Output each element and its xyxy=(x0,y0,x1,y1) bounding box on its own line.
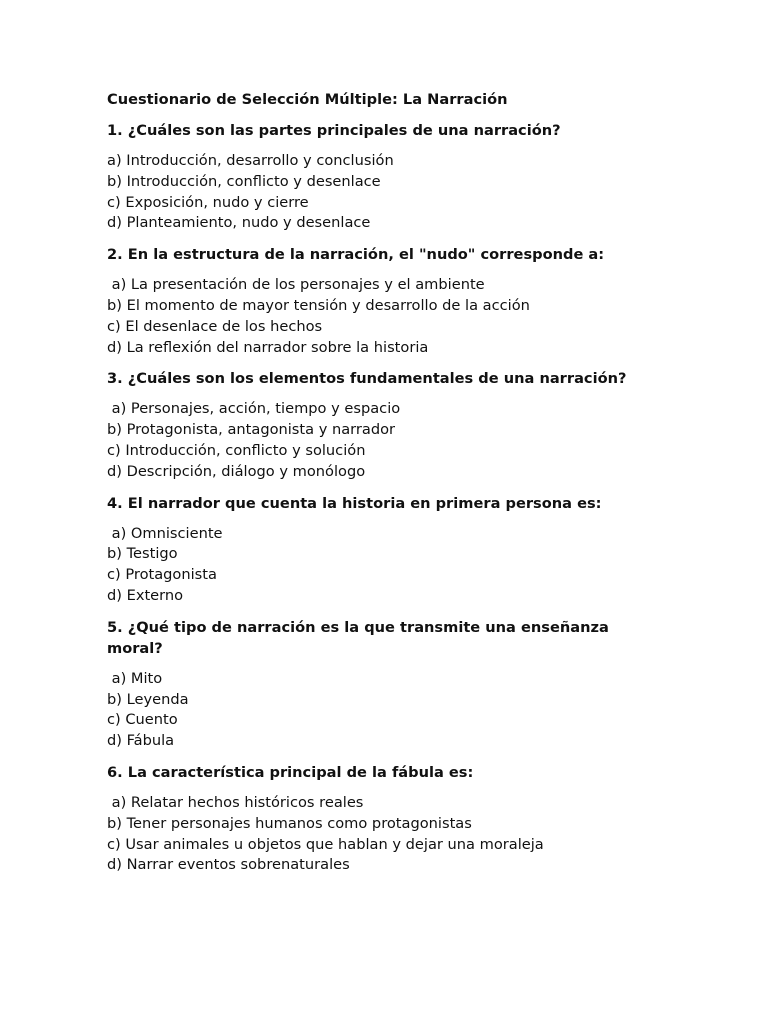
document-title: Cuestionario de Selección Múltiple: La Narración xyxy=(107,91,508,108)
option-a: a) Personajes, acción, tiempo y espacio xyxy=(107,400,401,418)
question-4 xyxy=(107,493,667,607)
option-list xyxy=(107,524,667,607)
question-text: 5. ¿Qué tipo de narración es la que transmite una enseñanza moral? xyxy=(107,618,609,657)
option-a: a) Relatar hechos históricos reales xyxy=(107,793,364,811)
question-3 xyxy=(107,368,667,482)
option-c: c) Protagonista xyxy=(107,566,217,584)
question-6 xyxy=(107,762,667,876)
option-d: d) Narrar eventos sobrenaturales xyxy=(107,856,350,874)
option-c: c) El desenlace de los hechos xyxy=(107,317,323,335)
question-text: 6. La característica principal de la fábula es: xyxy=(107,763,474,781)
option-b: b) Leyenda xyxy=(107,690,189,708)
option-d: d) Fábula xyxy=(107,732,175,750)
document-page xyxy=(107,89,667,886)
option-d: d) Descripción, diálogo y monólogo xyxy=(107,462,366,480)
option-list xyxy=(107,151,667,234)
option-d: d) Externo xyxy=(107,586,184,604)
question-text: 3. ¿Cuáles son los elementos fundamentales de una narración? xyxy=(107,370,627,388)
option-d: d) La reflexión del narrador sobre la historia xyxy=(107,338,429,356)
option-b: b) Introducción, conflicto y desenlace xyxy=(107,172,381,190)
option-a: a) Omnisciente xyxy=(107,524,223,542)
option-a: a) Mito xyxy=(107,669,163,687)
option-list xyxy=(107,275,667,358)
option-list xyxy=(107,399,667,482)
option-b: b) Testigo xyxy=(107,545,178,563)
option-list xyxy=(107,669,667,752)
option-c: c) Cuento xyxy=(107,711,178,729)
question-1 xyxy=(107,120,667,234)
option-c: c) Exposición, nudo y cierre xyxy=(107,193,309,211)
question-text: 2. En la estructura de la narración, el "nudo" corresponde a: xyxy=(107,246,605,264)
option-b: b) Protagonista, antagonista y narrador xyxy=(107,421,396,439)
option-b: b) Tener personajes humanos como protagonistas xyxy=(107,814,472,832)
question-text: 4. El narrador que cuenta la historia en primera persona es: xyxy=(107,494,602,512)
option-a: a) Introducción, desarrollo y conclusión xyxy=(107,152,394,169)
option-c: c) Introducción, conflicto y solución xyxy=(107,441,366,459)
option-d: d) Planteamiento, nudo y desenlace xyxy=(107,214,371,232)
option-c: c) Usar animales u objetos que hablan y dejar una moraleja xyxy=(107,835,544,853)
option-list xyxy=(107,793,667,876)
option-b: b) El momento de mayor tensión y desarrollo de la acción xyxy=(107,296,530,314)
question-2 xyxy=(107,244,667,358)
question-text: 1. ¿Cuáles son las partes principales de una narración? xyxy=(107,122,561,139)
question-5 xyxy=(107,617,667,752)
option-a: a) La presentación de los personajes y el ambiente xyxy=(107,276,485,294)
